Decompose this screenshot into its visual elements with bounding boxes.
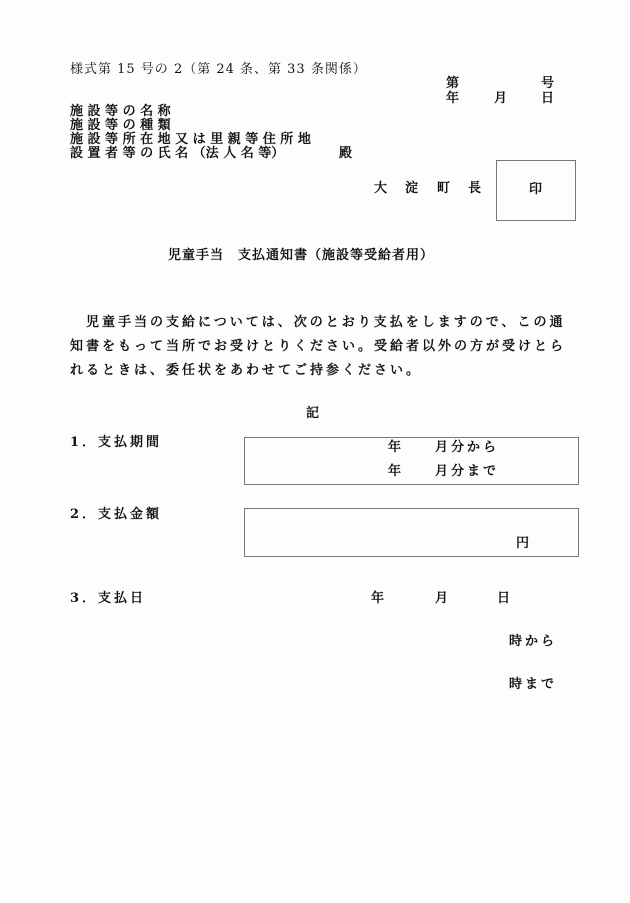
amount-unit-yen: 円 xyxy=(516,536,530,551)
issuer-char-4: 長 xyxy=(468,181,482,196)
payment-time-to: 時まで xyxy=(509,677,558,692)
doc-number-suffix: 号 xyxy=(541,76,555,91)
payment-amount-label: 2．支払金額 xyxy=(70,507,163,522)
body-line-2: 知書をもって当所でお受けとりください。受給者以外の方が受けとら xyxy=(70,339,567,354)
form-reference: 様式第 15 号の 2（第 24 条、第 33 条関係） xyxy=(70,62,367,77)
payment-time-from: 時から xyxy=(509,634,558,649)
payment-date-day: 日 xyxy=(497,591,511,606)
facility-name-label: 施 設 等 の 名 称 xyxy=(70,104,171,119)
facility-type-label: 施 設 等 の 種 類 xyxy=(70,118,171,133)
date-year-label: 年 xyxy=(446,91,460,106)
date-month-label: 月 xyxy=(494,91,508,106)
payment-date-label: 3．支払日 xyxy=(70,591,147,606)
facility-address-label: 施 設 等 所 在 地 又 は 里 親 等 住 所 地 xyxy=(70,132,311,147)
period-to-month: 月分まで xyxy=(435,464,500,479)
payment-period-box[interactable] xyxy=(244,437,579,485)
seal-label: 印 xyxy=(529,182,543,197)
payment-date-year: 年 xyxy=(371,591,385,606)
honorific-dono: 殿 xyxy=(339,146,353,161)
body-line-3: れるときは、委任状をあわせてご持参ください。 xyxy=(70,363,423,378)
payment-period-label: 1．支払期間 xyxy=(70,435,163,450)
issuer-char-1: 大 xyxy=(374,181,388,196)
doc-number-prefix: 第 xyxy=(446,76,460,91)
document-title: 児童手当 支払通知書（施設等受給者用） xyxy=(168,248,435,263)
issuer-char-2: 淀 xyxy=(405,181,419,196)
date-day-label: 日 xyxy=(541,91,555,106)
issuer-char-3: 町 xyxy=(437,181,451,196)
period-to-year: 年 xyxy=(388,464,402,479)
body-line-1: 児童手当の支給については、次のとおり支払をしますので、この通 xyxy=(86,315,566,330)
operator-name-label: 設 置 者 等 の 氏 名 （法 人 名 等） xyxy=(70,146,285,161)
period-from-year: 年 xyxy=(388,440,402,455)
payment-date-month: 月 xyxy=(435,591,449,606)
period-from-month: 月分から xyxy=(435,440,500,455)
ki-heading: 記 xyxy=(306,406,320,421)
